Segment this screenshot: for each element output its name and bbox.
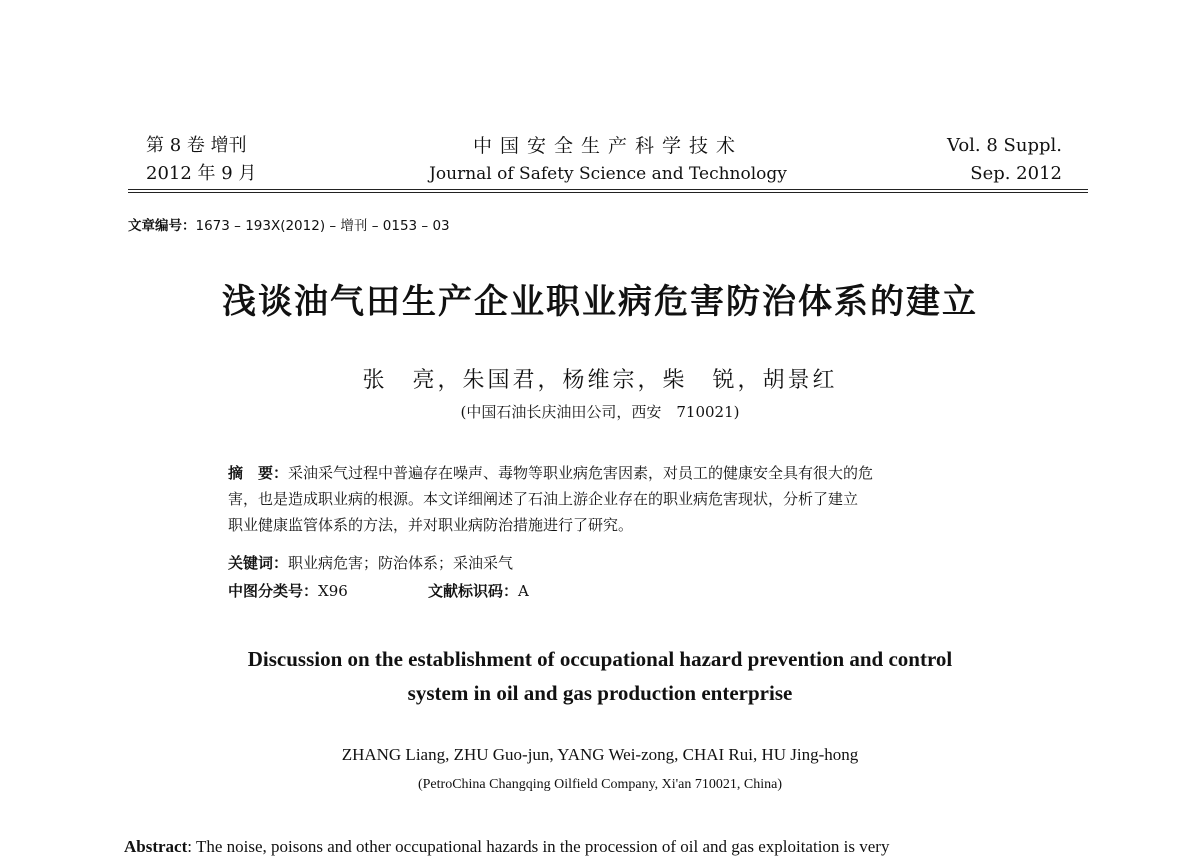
header-rule-bottom	[128, 192, 1088, 193]
keywords-zh-value: 职业病危害；防治体系；采油采气	[288, 554, 514, 572]
abstract-en-sep: :	[187, 837, 196, 856]
header-right	[947, 132, 1062, 188]
abstract-en-text: The noise, poisons and other occupational hazards in the procession of oil and gas exploitation is very	[195, 837, 890, 856]
abstract-zh-label: 摘 要：	[228, 464, 289, 482]
authors-en: ZHANG Liang, ZHU Guo-jun, YANG Wei-zong, CHAI Rui, HU Jing-hong	[341, 745, 859, 764]
doc-value: A	[518, 582, 529, 600]
clc-code	[228, 582, 348, 600]
date-en: Sep. 2012	[970, 163, 1062, 184]
paper-title-zh: 浅谈油气田生产企业职业病危害防治体系的建立	[222, 282, 978, 322]
clc-value: X96	[318, 582, 348, 600]
abstract-zh-line-3: 职业健康监管体系的方法，并对职业病防治措施进行了研究。	[228, 516, 634, 534]
volume-en: Vol. 8 Suppl.	[946, 135, 1062, 156]
abstract-en	[124, 837, 1090, 857]
abstract-zh-line-2: 害，也是造成职业病的根源。本文详细阐述了石油上游企业存在的职业病危害现状，分析了建立	[228, 490, 859, 508]
affiliation-en: (PetroChina Changqing Oilfield Company, Xi'an 710021, China)	[417, 777, 782, 792]
keywords-zh-label: 关键词：	[228, 554, 289, 572]
article-id	[128, 214, 450, 234]
clc-label: 中图分类号：	[228, 582, 319, 600]
paper-title-en-line-1: Discussion on the establishment of occupational hazard prevention and control	[247, 647, 953, 671]
journal-title-en: Journal of Safety Science and Technology	[429, 164, 787, 184]
journal-header	[128, 132, 1088, 194]
paper-title-en-line-2: system in oil and gas production enterprise	[407, 681, 793, 705]
date-zh: 2012 年 9 月	[146, 163, 257, 184]
article-id-value: 1673 – 193X(2012) – 增刊 – 0153 – 03	[195, 218, 450, 234]
journal-title-zh: 中国安全生产科学技术	[472, 135, 743, 157]
doc-label: 文献标识码：	[428, 582, 519, 600]
abstract-zh-line-1	[228, 460, 988, 486]
abstract-en-label: Abstract	[124, 837, 188, 856]
article-id-label: 文章编号：	[128, 218, 196, 234]
abstract-zh	[228, 460, 988, 538]
header-center	[128, 132, 1088, 188]
paper-title-en	[0, 642, 1200, 710]
affiliation-zh: (中国石油长庆油田公司，西安 710021)	[460, 403, 740, 421]
abstract-zh-text-1: 采油采气过程中普遍存在噪声、毒物等职业病危害因素，对员工的健康安全具有很大的危	[288, 464, 874, 482]
volume-zh: 第 8 卷 增刊	[146, 135, 247, 156]
classification-row	[228, 580, 828, 601]
doc-code	[428, 580, 529, 601]
header-rule-top	[128, 189, 1088, 190]
keywords-zh	[228, 552, 513, 573]
authors-zh: 张 亮，朱国君，杨维宗，柴 锐，胡景红	[362, 368, 838, 393]
